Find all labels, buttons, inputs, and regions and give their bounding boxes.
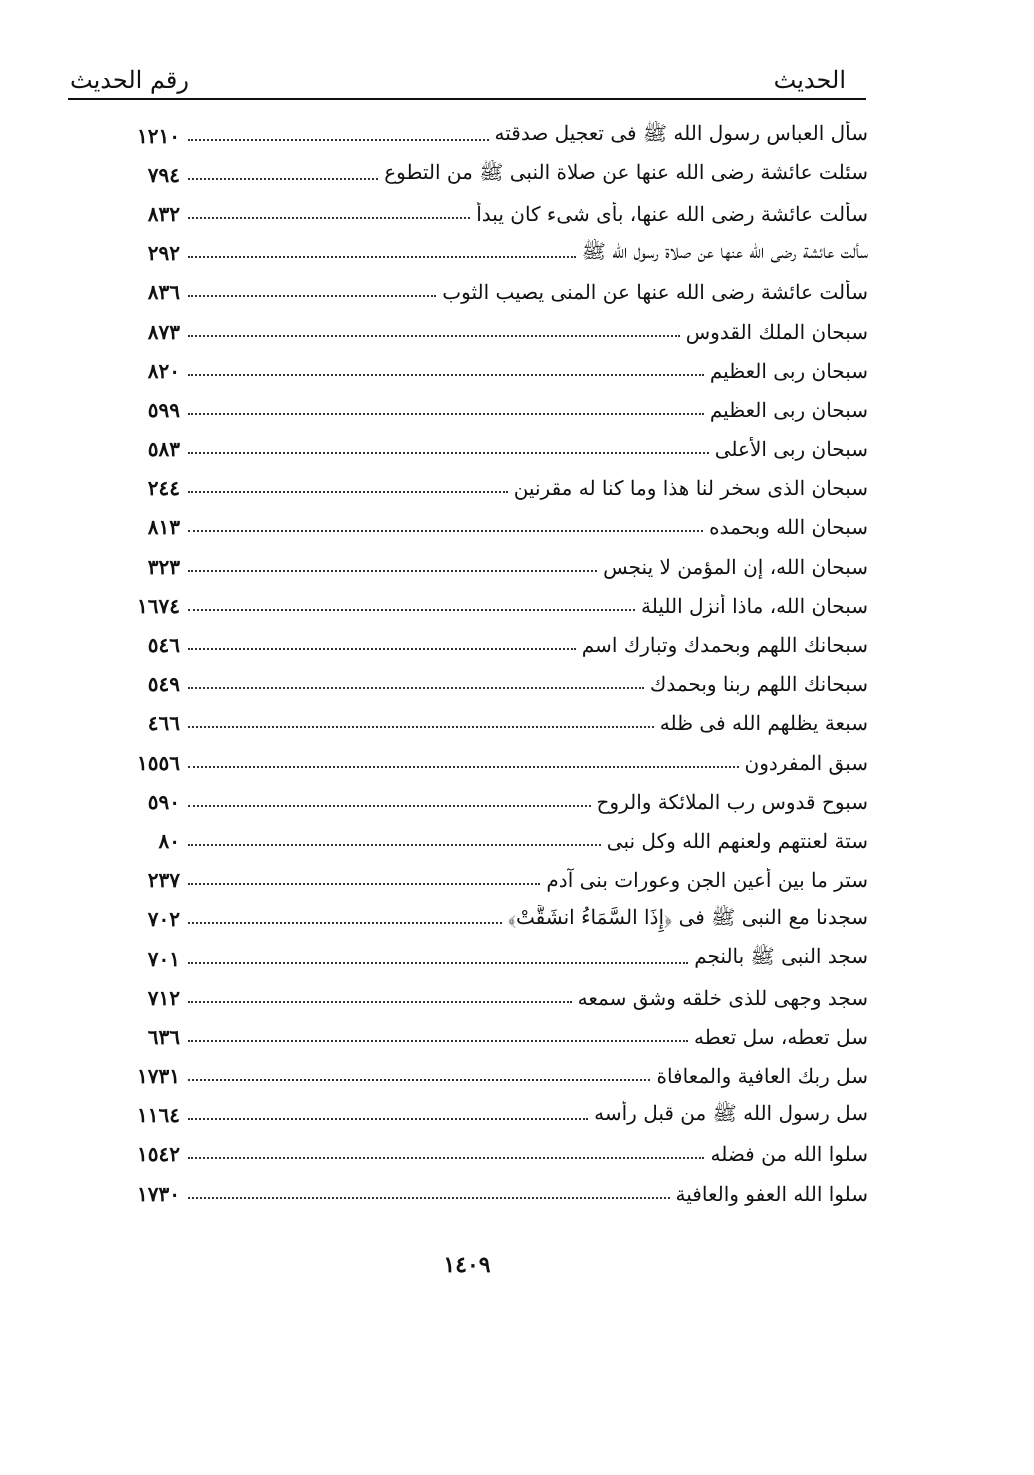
hadith-text: سبحان الذى سخر لنا هذا وما كنا له مقرنين	[513, 476, 868, 501]
index-entry	[100, 586, 868, 625]
dot-leader	[188, 139, 489, 141]
dot-leader	[188, 178, 378, 180]
dot-leader	[188, 883, 540, 885]
hadith-text: سبوح قدوس رب الملائكة والروح	[596, 789, 868, 814]
dot-leader	[188, 648, 576, 650]
hadith-number: ٥٩٠	[147, 789, 180, 814]
index-entry	[100, 625, 868, 664]
hadith-number: ٨١٣	[147, 515, 180, 540]
index-entry	[100, 1174, 868, 1213]
hadith-number: ٢٣٧	[147, 868, 180, 893]
hadith-text: سئلت عائشة رضى الله عنها عن صلاة النبى ﷺ من التطوع	[384, 160, 868, 185]
dot-leader	[188, 530, 703, 532]
index-entry	[100, 1017, 868, 1056]
hadith-number: ٧٩٤	[147, 162, 180, 187]
hadith-text: سبحان ربى الأعلى	[714, 437, 868, 462]
hadith-text: سألت عائشة رضى الله عنها عن المنى يصيب الثوب	[442, 280, 868, 305]
index-entry	[100, 273, 868, 312]
dot-leader	[188, 1040, 688, 1042]
hadith-number: ٨٢٠	[147, 358, 180, 383]
dot-leader	[188, 726, 654, 728]
hadith-text: سبحانك اللهم وبحمدك وتبارك اسم	[581, 633, 868, 658]
hadith-number: ٥٨٣	[147, 437, 180, 462]
hadith-number: ٧٠٢	[147, 907, 180, 932]
dot-leader	[188, 335, 680, 337]
dot-leader	[188, 217, 470, 219]
index-entry	[100, 704, 868, 743]
page-header	[68, 62, 866, 100]
dot-leader	[188, 805, 591, 807]
dot-leader	[188, 570, 597, 572]
dot-leader	[188, 609, 635, 611]
hadith-text: سبحان ربى العظيم	[709, 397, 868, 422]
dot-leader	[188, 491, 508, 493]
dot-leader	[188, 452, 709, 454]
index-entry	[100, 508, 868, 547]
dot-leader	[188, 374, 704, 376]
hadith-number: ٦٣٦	[147, 1024, 180, 1049]
index-entry	[100, 821, 868, 860]
index-entry	[100, 194, 868, 233]
index-entry	[100, 547, 868, 586]
dot-leader	[188, 766, 739, 768]
hadith-text: ستر ما بين أعين الجن وعورات بنى آدم	[546, 868, 868, 893]
hadith-text: سبحان الله، ماذا أُنزل الليلة	[641, 593, 868, 618]
dot-leader	[188, 962, 688, 964]
hadith-text: سلوا الله العفو والعافية	[675, 1181, 868, 1206]
hadith-text: سجدنا مع النبى ﷺ فى ﴿إِذَا السَّمَاءُ انشَقَّتْ﴾	[507, 904, 868, 929]
dot-leader	[188, 295, 436, 297]
page-number: ١٤٠٩	[443, 1252, 491, 1278]
hadith-number: ٥٤٦	[147, 633, 180, 658]
dot-leader	[188, 1197, 670, 1199]
index-entry	[100, 900, 868, 939]
index-entry	[100, 430, 868, 469]
index-entry	[100, 1135, 868, 1174]
hadith-number: ٤٦٦	[147, 711, 180, 736]
index-entry	[100, 116, 868, 155]
hadith-number: ١٧٣١	[137, 1064, 180, 1089]
hadith-text: سألت عائشة رضى الله عنها عن صلاة رسول الله ﷺ	[581, 238, 868, 263]
hadith-text: سبحانك اللهم ربنا وبحمدك	[649, 672, 868, 697]
index-entry	[100, 312, 868, 351]
hadith-number: ١٥٥٦	[137, 750, 180, 775]
hadith-number: ٨٧٣	[147, 319, 180, 344]
index-entry	[100, 155, 868, 194]
hadith-text: سجد وجهى للذى خلقه وشق سمعه	[577, 985, 868, 1010]
index-entry	[100, 469, 868, 508]
hadith-number: ٧٠١	[147, 946, 180, 971]
column-title-hadith: الحديث	[773, 66, 846, 94]
hadith-text: سجد النبى ﷺ بالنجم	[694, 944, 868, 969]
hadith-text: سل ربك العافية والمعافاة	[656, 1064, 868, 1089]
hadith-number: ٨٣٦	[147, 280, 180, 305]
hadith-number: ٢٩٢	[147, 241, 180, 266]
index-entry	[100, 743, 868, 782]
dot-leader	[188, 256, 576, 258]
hadith-text: سبحان ربى العظيم	[709, 358, 868, 383]
dot-leader	[188, 1079, 650, 1081]
hadith-number: ١٢١٠	[137, 123, 180, 148]
hadith-text: سل رسول الله ﷺ من قبل رأسه	[594, 1100, 868, 1125]
hadith-number: ١٦٧٤	[137, 593, 180, 618]
hadith-text: سبحان الله وبحمده	[709, 515, 868, 540]
hadith-text: سأل العباس رسول الله ﷺ فى تعجيل صدقته	[494, 121, 868, 146]
hadith-text: سل تعطه، سل تعطه	[693, 1024, 868, 1049]
hadith-number: ٣٢٣	[147, 554, 180, 579]
index-entry	[100, 390, 868, 429]
hadith-index-list	[100, 116, 868, 1213]
hadith-text: سبق المفردون	[744, 750, 868, 775]
dot-leader	[188, 844, 601, 846]
hadith-number: ٨٣٢	[147, 201, 180, 226]
hadith-number: ٥٩٩	[147, 397, 180, 422]
hadith-number: ٥٤٩	[147, 672, 180, 697]
hadith-text: سبحان الملك القدوس	[685, 319, 868, 344]
hadith-text: سبعة يظلهم الله فى ظله	[659, 711, 868, 736]
dot-leader	[188, 1157, 704, 1159]
hadith-text: سألت عائشة رضى الله عنها، بأى شىء كان يبدأ	[476, 201, 868, 226]
hadith-number: ١١٦٤	[137, 1103, 180, 1128]
index-entry	[100, 782, 868, 821]
index-entry	[100, 234, 868, 273]
dot-leader	[188, 687, 644, 689]
dot-leader	[188, 413, 704, 415]
column-title-hadith-number: رقم الحديث	[70, 66, 189, 94]
dot-leader	[188, 1118, 588, 1120]
index-entry	[100, 1057, 868, 1096]
hadith-number: ٨٠	[158, 828, 180, 853]
hadith-number: ٧١٢	[147, 985, 180, 1010]
hadith-number: ٢٤٤	[147, 476, 180, 501]
hadith-number: ١٧٣٠	[137, 1181, 180, 1206]
hadith-text: سبحان الله، إن المؤمن لا ينجس	[603, 554, 868, 579]
hadith-number: ١٥٤٢	[137, 1142, 180, 1167]
index-entry	[100, 1096, 868, 1135]
dot-leader	[188, 1001, 572, 1003]
index-entry	[100, 665, 868, 704]
index-entry	[100, 978, 868, 1017]
index-entry	[100, 939, 868, 978]
hadith-text: ستة لعنتهم ولعنهم الله وكل نبى	[606, 828, 868, 853]
index-entry	[100, 861, 868, 900]
dot-leader	[188, 922, 502, 924]
index-entry	[100, 351, 868, 390]
hadith-text: سلوا الله من فضله	[710, 1142, 868, 1167]
